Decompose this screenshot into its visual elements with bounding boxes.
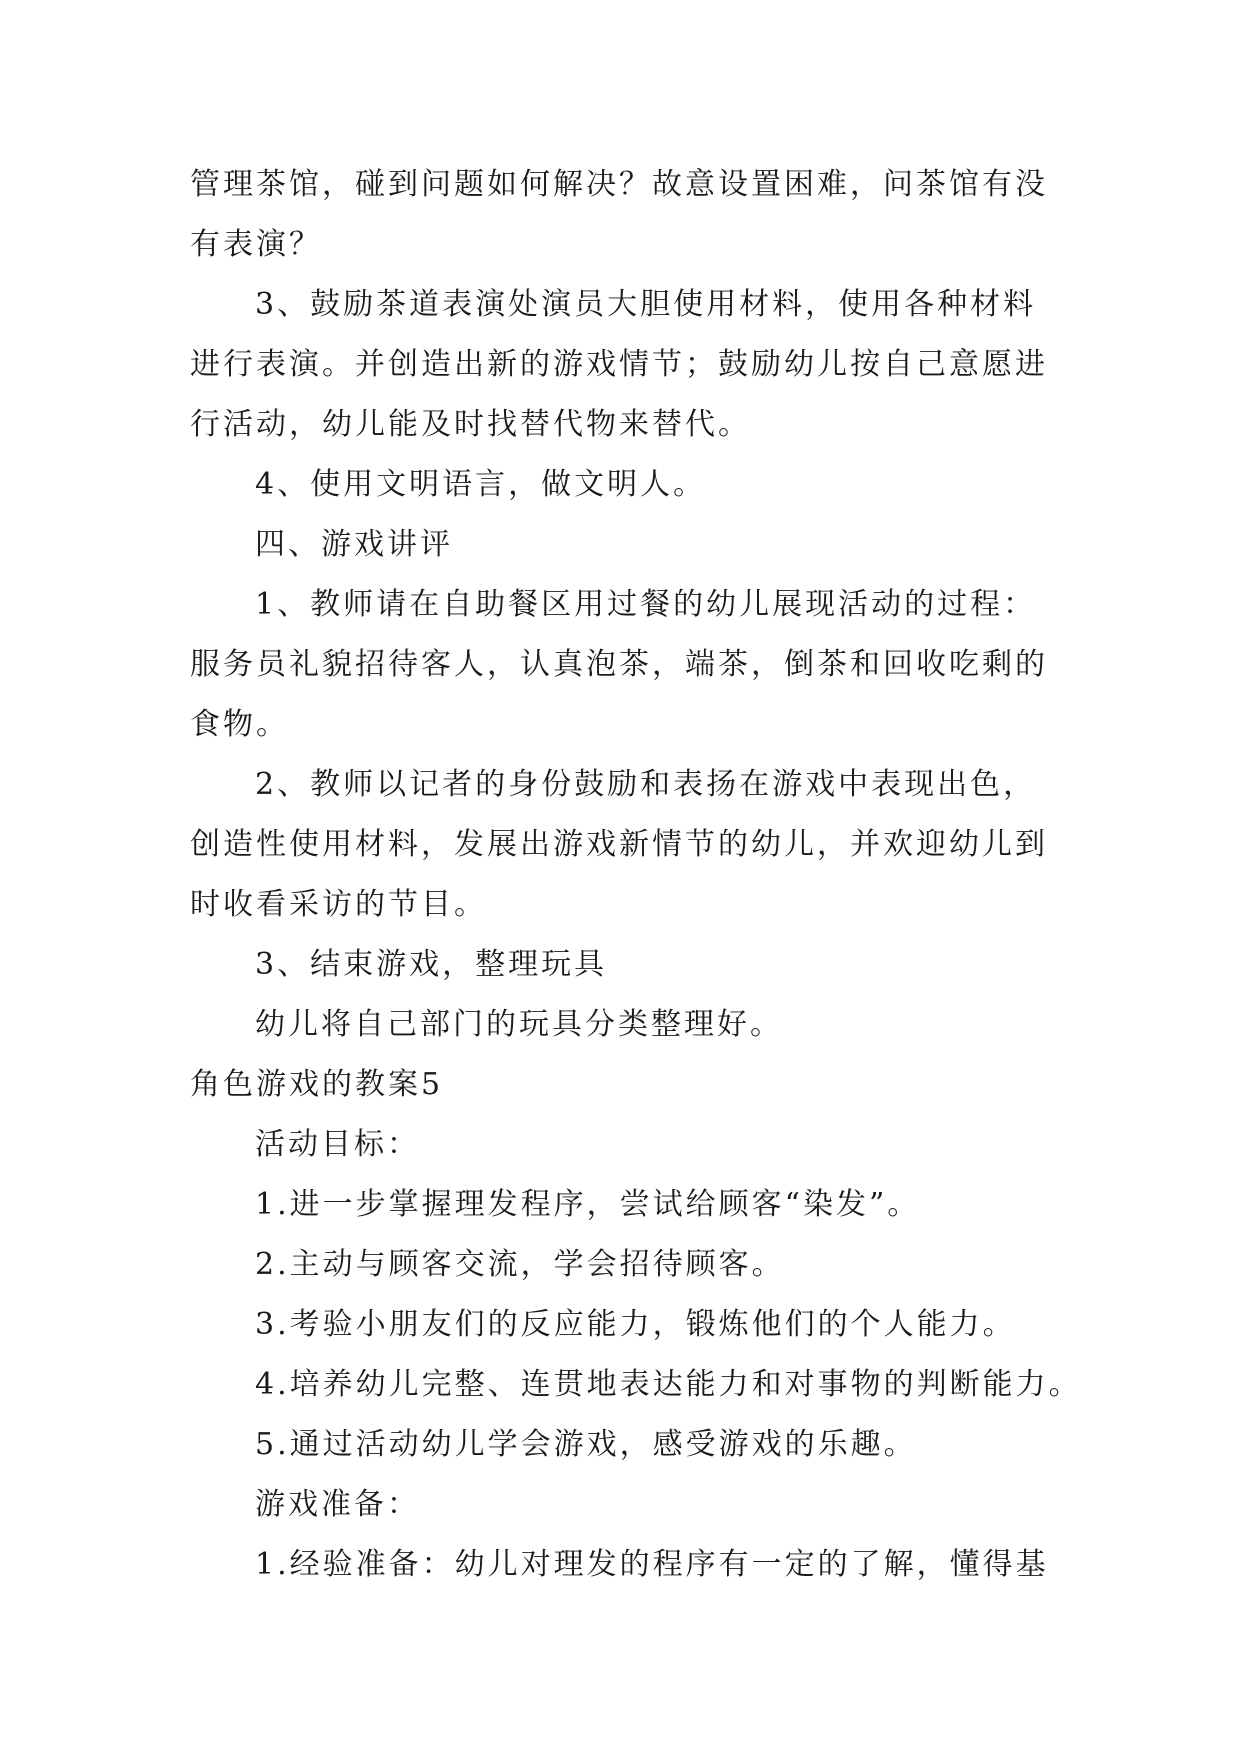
body-text-line: 1、教师请在自助餐区用过餐的幼儿展现活动的过程：: [255, 587, 1037, 622]
list-item: 1.进一步掌握理发程序，尝试给顾客“染发”。: [255, 1187, 921, 1222]
body-text-line: 2、教师以记者的身份鼓励和表扬在游戏中表现出色，: [255, 767, 1037, 802]
body-text-line: 时收看采访的节目。: [190, 887, 487, 922]
body-text-line: 3、鼓励茶道表演处演员大胆使用材料，使用各种材料: [255, 287, 1037, 322]
body-text-line: 3、结束游戏，整理玩具: [255, 947, 608, 982]
list-item: 3.考验小朋友们的反应能力，锻炼他们的个人能力。: [255, 1307, 1016, 1342]
body-text-line: 行活动，幼儿能及时找替代物来替代。: [190, 407, 751, 442]
section-heading: 游戏准备：: [255, 1487, 420, 1522]
section-heading: 活动目标：: [255, 1127, 420, 1162]
body-text-line: 服务员礼貌招待客人，认真泡茶，端茶，倒茶和回收吃剩的: [190, 647, 1048, 682]
document-title: 角色游戏的教案5: [190, 1067, 444, 1102]
list-item: 1.经验准备：幼儿对理发的程序有一定的了解，懂得基: [255, 1547, 1049, 1582]
body-text-line: 创造性使用材料，发展出游戏新情节的幼儿，并欢迎幼儿到: [190, 827, 1048, 862]
list-item: 5.通过活动幼儿学会游戏，感受游戏的乐趣。: [255, 1427, 917, 1462]
body-text-line: 有表演？: [190, 227, 322, 262]
section-heading: 四、游戏讲评: [255, 527, 453, 562]
body-text-line: 管理茶馆，碰到问题如何解决？故意设置困难，问茶馆有没: [190, 167, 1048, 202]
body-text-line: 进行表演。并创造出新的游戏情节；鼓励幼儿按自己意愿进: [190, 347, 1048, 382]
body-text-line: 食物。: [190, 707, 289, 742]
body-text-line: 幼儿将自己部门的玩具分类整理好。: [255, 1007, 783, 1042]
body-text-line: 4、使用文明语言，做文明人。: [255, 467, 707, 502]
list-item: 2.主动与顾客交流，学会招待顾客。: [255, 1247, 785, 1282]
list-item: 4.培养幼儿完整、连贯地表达能力和对事物的判断能力。: [255, 1367, 1082, 1402]
